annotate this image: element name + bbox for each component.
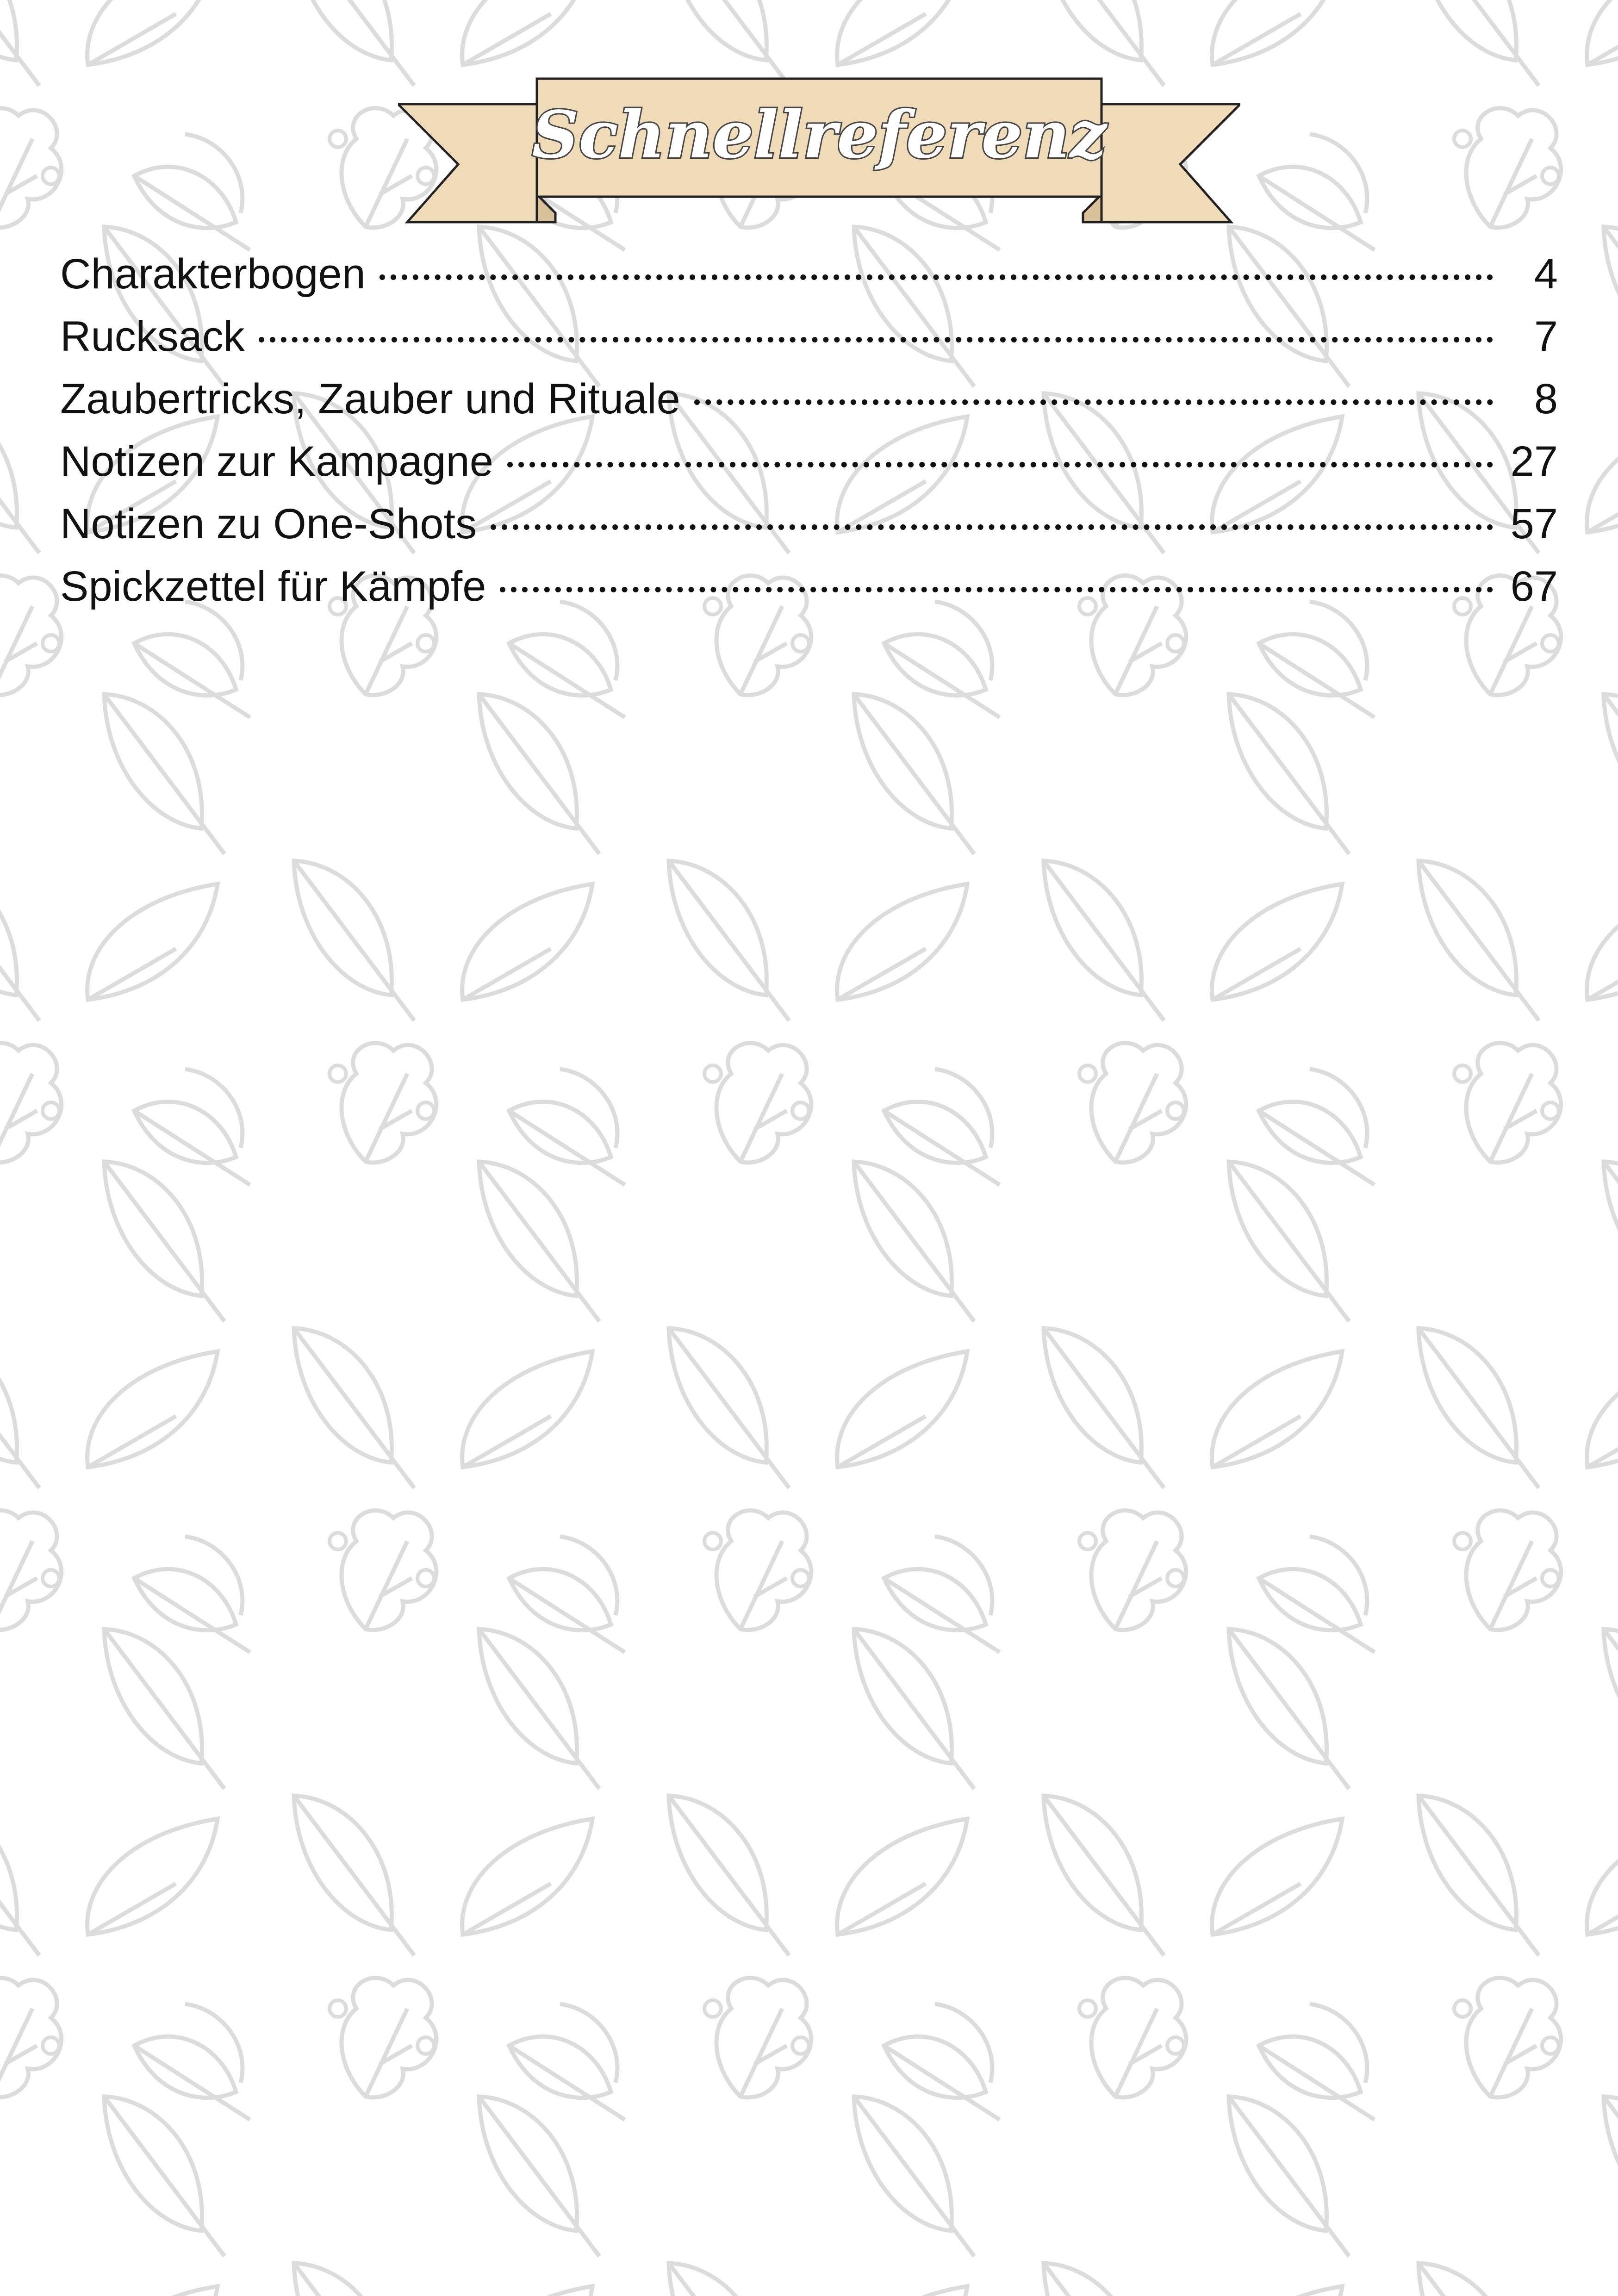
leaf-icon (854, 1629, 974, 1789)
toc-entry-title: Charakterbogen (60, 250, 366, 298)
leaf-icon (1587, 2286, 1618, 2296)
leaf-icon (792, 1537, 1000, 1652)
title-banner (398, 74, 1240, 231)
leaf-icon (1229, 694, 1349, 854)
leaf-icon (669, 0, 789, 86)
dot-leader (694, 399, 1493, 405)
leaf-icon (0, 393, 39, 553)
leaf-icon (1587, 417, 1618, 532)
banner-left-tail (398, 104, 537, 222)
page-title: Schnellreferenz (532, 97, 1107, 173)
leaf-icon (1229, 2097, 1349, 2256)
leaf-icon (462, 1819, 592, 1935)
leaf-icon (792, 1069, 1000, 1185)
leaf-icon (0, 1796, 39, 1955)
toc-entry-page: 67 (1510, 563, 1558, 610)
leaf-icon (479, 1162, 599, 1321)
leaf-icon (1419, 1328, 1539, 1488)
leaf-icon (1212, 1819, 1342, 1935)
leaf-icon (87, 0, 218, 65)
leaf-icon (43, 1069, 250, 1185)
toc-entry-title: Spickzettel für Kämpfe (60, 563, 486, 610)
toc-entry-combat-cheatsheet[interactable] (60, 562, 1558, 625)
leaf-icon (1604, 1629, 1618, 1789)
table-of-contents (60, 250, 1558, 625)
leaf-icon (837, 1819, 967, 1935)
toc-entry-page: 4 (1534, 250, 1558, 298)
leaf-icon (294, 1796, 414, 1955)
leaf-icon (462, 0, 592, 65)
leaf-icon (104, 1629, 224, 1789)
leaf-icon (837, 1351, 967, 1467)
leaf-icon (1419, 861, 1539, 1020)
toc-entry-campaign-notes[interactable] (60, 437, 1558, 500)
leaf-icon (1044, 861, 1164, 1020)
banner-left-fold (537, 194, 555, 222)
leaf-icon (1419, 1796, 1539, 1955)
toc-entry-page: 8 (1534, 375, 1558, 423)
leaf-icon (417, 1069, 625, 1185)
leaf-icon (43, 1537, 250, 1652)
leaf-icon (1167, 2004, 1375, 2120)
leaf-icon (1587, 0, 1618, 65)
dot-leader (507, 462, 1493, 467)
leaf-icon (669, 1796, 789, 1955)
leaf-icon (0, 861, 39, 1020)
leaf-icon (854, 2097, 974, 2256)
leaf-icon (1419, 0, 1539, 86)
leaf-icon (43, 134, 250, 250)
leaf-icon (1167, 1537, 1375, 1652)
dot-leader (500, 587, 1493, 592)
leaf-icon (462, 884, 592, 1000)
leaf-icon (1212, 0, 1342, 65)
leaf-icon (87, 1819, 218, 1935)
dot-leader (491, 524, 1493, 530)
leaf-icon (294, 2263, 414, 2296)
leaf-icon (104, 2097, 224, 2256)
leaf-icon (837, 0, 967, 65)
leaf-icon (87, 1351, 218, 1467)
leaf-icon (1604, 1162, 1618, 1321)
leaf-icon (1044, 1328, 1164, 1488)
leaf-icon (1044, 0, 1164, 86)
leaf-icon (87, 2286, 218, 2296)
leaf-icon (104, 694, 224, 854)
leaf-icon (0, 1328, 39, 1488)
toc-entry-page: 27 (1510, 438, 1558, 485)
toc-entry-page: 7 (1534, 313, 1558, 360)
leaf-icon (294, 861, 414, 1020)
banner-right-tail (1101, 104, 1240, 222)
leaf-icon (837, 2286, 967, 2296)
dot-leader (380, 274, 1493, 280)
leaf-icon (294, 1328, 414, 1488)
toc-entry-title: Notizen zur Kampagne (60, 438, 493, 485)
leaf-icon (1604, 2097, 1618, 2256)
leaf-icon (0, 0, 39, 86)
leaf-icon (1587, 1351, 1618, 1467)
leaf-icon (417, 2004, 625, 2120)
leaf-icon (462, 1351, 592, 1467)
leaf-icon (1229, 1162, 1349, 1321)
toc-entry-title: Zaubertricks, Zauber und Rituale (60, 375, 680, 423)
toc-entry-one-shot-notes[interactable] (60, 500, 1558, 562)
leaf-icon (1212, 2286, 1342, 2296)
leaf-icon (479, 2097, 599, 2256)
leaf-icon (294, 0, 414, 86)
banner-right-fold (1083, 194, 1101, 222)
dot-leader (259, 337, 1493, 342)
leaf-icon (1229, 1629, 1349, 1789)
leaf-icon (1587, 1819, 1618, 1935)
leaf-icon (1604, 694, 1618, 854)
toc-entry-page: 57 (1510, 500, 1558, 548)
leaf-icon (1044, 2263, 1164, 2296)
leaf-icon (669, 1328, 789, 1488)
leaf-icon (417, 1537, 625, 1652)
toc-entry-spells[interactable] (60, 375, 1558, 437)
leaf-icon (1044, 1796, 1164, 1955)
leaf-icon (1167, 1069, 1375, 1185)
toc-entry-character-sheet[interactable] (60, 250, 1558, 312)
leaf-icon (1587, 884, 1618, 1000)
leaf-icon (1212, 884, 1342, 1000)
leaf-icon (854, 1162, 974, 1321)
leaf-icon (1419, 2263, 1539, 2296)
leaf-icon (43, 2004, 250, 2120)
leaf-icon (1604, 227, 1618, 386)
leaf-icon (0, 2263, 39, 2296)
toc-entry-backpack[interactable] (60, 312, 1558, 375)
leaf-icon (669, 2263, 789, 2296)
leaf-icon (479, 694, 599, 854)
leaf-icon (104, 1162, 224, 1321)
leaf-icon (837, 884, 967, 1000)
leaf-icon (792, 2004, 1000, 2120)
leaf-icon (462, 2286, 592, 2296)
leaf-icon (854, 694, 974, 854)
leaf-icon (479, 1629, 599, 1789)
toc-entry-title: Rucksack (60, 313, 245, 360)
leaf-icon (669, 861, 789, 1020)
leaf-icon (87, 884, 218, 1000)
leaf-icon (1212, 1351, 1342, 1467)
toc-entry-title: Notizen zu One-Shots (60, 500, 477, 548)
